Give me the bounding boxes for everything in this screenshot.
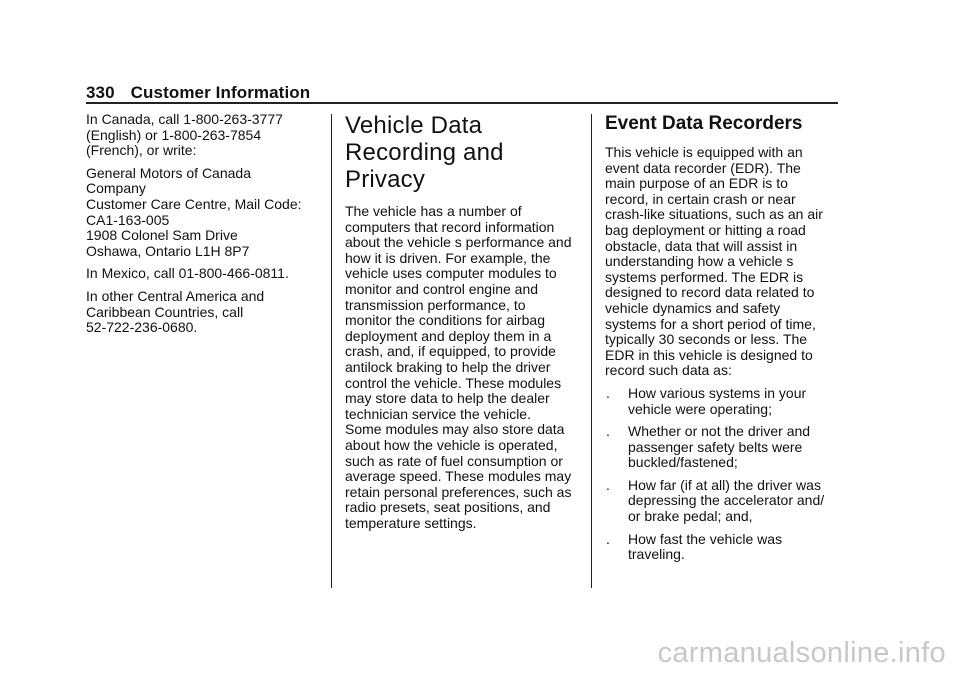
page-number: 330 <box>86 83 115 102</box>
central-america-phone-paragraph: In other Central America and Caribbean Countries, call 52-722-236-0680. <box>86 287 265 336</box>
section-heading: Customer Information <box>130 83 311 102</box>
column-divider-left <box>331 114 332 588</box>
list-item <box>605 386 840 417</box>
list-item-text: Whether or not the driver and passenger safety belts were buckled/fastened; <box>628 423 811 471</box>
bullet-icon: . <box>606 423 610 440</box>
page-header <box>86 83 310 103</box>
list-item-text: How fast the vehicle was traveling. <box>628 530 783 563</box>
watermark: carmanualsonline.info <box>657 637 946 669</box>
column-divider-right <box>591 114 592 588</box>
right-column <box>605 112 840 570</box>
bullet-icon: . <box>606 476 610 493</box>
vehicle-data-privacy-heading: Vehicle Data Recording and Privacy <box>345 112 504 193</box>
mexico-phone-paragraph: In Mexico, call 01-800-466-0811. <box>86 265 289 282</box>
event-data-recorders-heading: Event Data Recorders <box>605 113 803 134</box>
edr-data-list <box>605 386 840 563</box>
list-item-text: How various systems in your vehicle were operating; <box>628 384 807 417</box>
list-item-text: How far (if at all) the driver was depressing the accelerator and/ or brake pedal; and, <box>628 476 825 525</box>
left-column <box>86 112 318 343</box>
list-item <box>605 478 840 525</box>
middle-column <box>345 112 585 538</box>
canada-address-paragraph: General Motors of Canada Company Customer Care Centre, Mail Code: CA1-163-005 1908 Colonel Sam Drive Oshawa, Ontario L1H 8P7 <box>86 164 302 259</box>
bullet-icon: . <box>606 530 610 547</box>
edr-intro-paragraph: This vehicle is equipped with an event data recorder (EDR). The main purpose of an EDR is to record, in certain crash or near crash-like situations, such as an air bag deployment or hitting a road obstacle, data that will assist in understanding how a vehicle s systems performed. The EDR is designed to record data related to vehicle dynamics and safety systems for a short period of time, typically 30 seconds or less. The EDR in this vehicle is designed to record such data as: <box>605 144 823 379</box>
bullet-icon: . <box>606 384 610 401</box>
list-item <box>605 532 840 563</box>
canada-phone-paragraph: In Canada, call 1-800-263-3777 (English) or 1-800-263-7854 (French), or write: <box>86 111 283 159</box>
header-divider <box>86 102 838 104</box>
vehicle-data-body: The vehicle has a number of computers that record information about the vehicle s performance and how it is driven. For example, the vehicle uses computer modules to monitor and control engine and transmission performance, to monitor the conditions for airbag deployment and deploy them in a crash, and, if equipped, to provide antilock braking to help the driver control the vehicle. These modules may store data to help the dealer technician service the vehicle. Some modules may also store data about how the vehicle is operated, such as rate of fuel consumption or average speed. These modules may retain personal preferences, such as radio presets, seat positions, and temperature settings. <box>345 203 572 531</box>
list-item <box>605 424 840 471</box>
